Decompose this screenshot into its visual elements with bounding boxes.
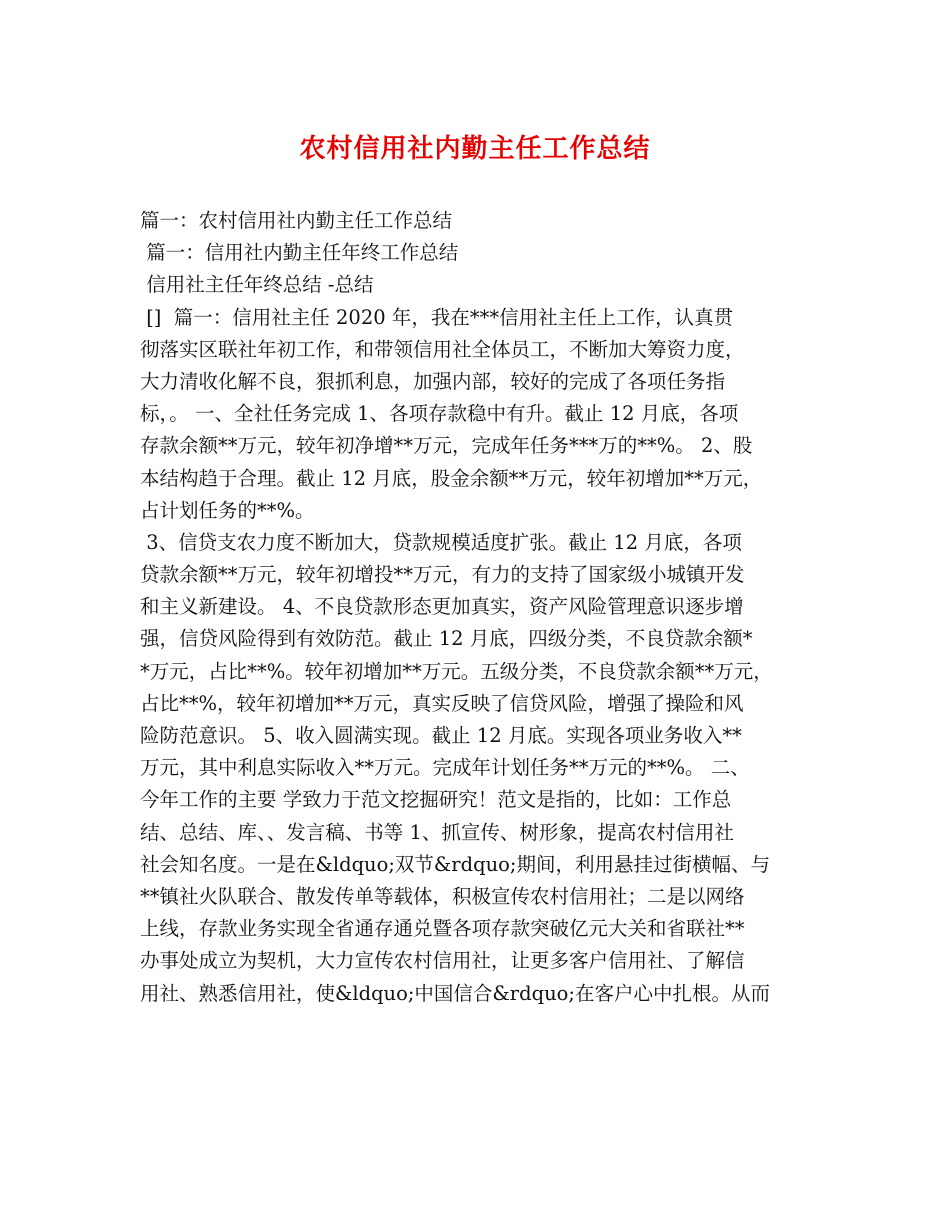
body-line: 结、总结、库、、发言稿、书等 1、抓宣传、树形象，提高农村信用社 <box>140 820 734 844</box>
body-line: 彻落实区联社年初工作，和带领信用社全体员工，不断加大筹资力度， <box>140 337 745 361</box>
body-line: 上线，存款业务实现全省通存通兑暨各项存款突破亿元大关和省联社** <box>140 917 745 941</box>
body-line: 本结构趋于合理。截止 12 月底，股金余额**万元，较年初增加**万元， <box>140 466 763 490</box>
body-line: 万元，其中利息实际收入**万元。完成年计划任务**万元的**%。 二、 <box>140 756 750 780</box>
body-line: 3、信贷支农力度不断加大，贷款规模适度扩张。截止 12 月底，各项 <box>140 530 742 554</box>
document-title: 农村信用社内勤主任工作总结 <box>299 134 651 164</box>
body-line: 强，信贷风险得到有效防范。截止 12 月底，四级分类，不良贷款余额* <box>140 627 753 651</box>
body-line: 占比**%，较年初增加**万元，真实反映了信贷风险，增强了操险和风 <box>140 691 744 715</box>
body-line: 标，。 一、全社任务完成 1、各项存款稳中有升。截止 12 月底，各项 <box>140 402 739 426</box>
body-line: 社会知名度。一是在&ldquo;双节&rdquo;期间，利用悬挂过街横幅、与 <box>140 852 770 876</box>
body-line: 占计划任务的**%。 <box>140 498 315 522</box>
body-line: *万元，占比**%。较年初增加**万元。五级分类，不良贷款余额**万元， <box>140 659 773 683</box>
body-line: 今年工作的主要 学致力于范文挖掘研究！范文是指的，比如：工作总 <box>140 788 732 812</box>
document-body <box>140 205 820 1010</box>
body-line: 用社、熟悉信用社，使&ldquo;中国信合&rdquo;在客户心中扎根。从而 <box>140 981 770 1005</box>
body-line: 贷款余额**万元，较年初增投**万元，有力的支持了国家级小城镇开发 <box>140 563 745 587</box>
body-line: 险防范意识。 5、收入圆满实现。截止 12 月底。实现各项业务收入** <box>140 724 742 747</box>
body-line: [] 篇一：信用社主任 2020 年，我在***信用社主任上工作，认真贯 <box>140 305 734 329</box>
body-line: **镇社火队联合、散发传单等载体，积极宣传农村信用社；二是以网络 <box>140 884 745 908</box>
body-line: 篇一：农村信用社内勤主任工作总结 <box>140 209 453 232</box>
body-line: 信用社主任年终总结 -总结 <box>140 273 374 297</box>
body-line: 大力清收化解不良，狠抓利息，加强内部，较好的完成了各项任务指 <box>140 369 726 393</box>
body-line: 和主义新建设。 4、不良贷款形态更加真实，资产风险管理意识逐步增 <box>140 595 744 619</box>
body-line: 篇一：信用社内勤主任年终工作总结 <box>140 241 459 265</box>
body-line: 存款余额**万元，较年初净增**万元，完成年任务***万的**%。 2、股 <box>140 434 753 458</box>
body-line: 办事处成立为契机，大力宣传农村信用社，让更多客户信用社、了解信 <box>140 949 745 973</box>
